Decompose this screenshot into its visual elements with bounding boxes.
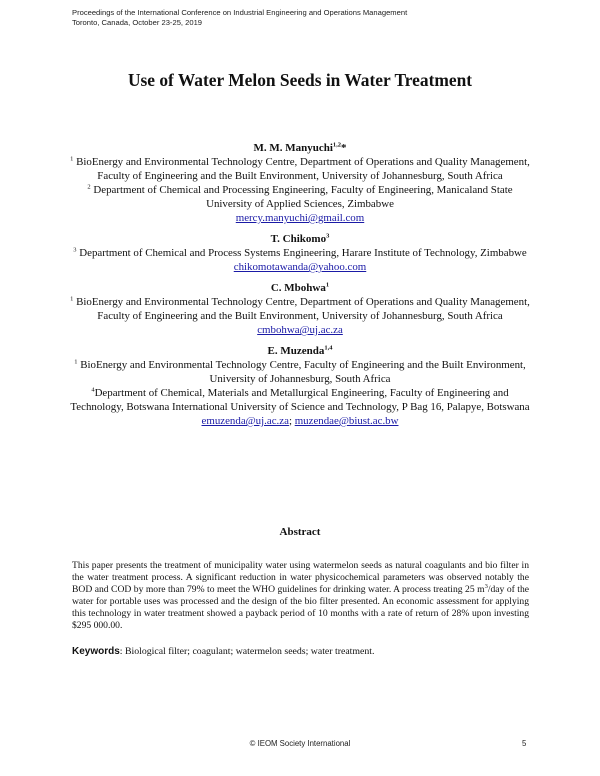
author-name: T. Chikomo$^3$: [270, 232, 330, 245]
author-email-link[interactable]: cmbohwa@uj.ac.za: [257, 324, 343, 336]
paper-title: Use of Water Melon Seeds in Water Treatment: [127, 70, 473, 90]
author-email-link[interactable]: mercy.manyuchi@gmail.com: [235, 212, 365, 224]
author-email-line: [70, 414, 530, 428]
author-email-line: [70, 323, 530, 337]
running-header: [72, 8, 407, 28]
affiliation: $^4$Department of Chemical, Materials and Metallurgical Engineering, Faculty of Engineering and Technology, Botswana International University of Science and Technology, P Bag 16, Palapye, Botswana: [70, 386, 530, 413]
author-name: C. Mbohwa$^1$: [270, 281, 330, 294]
email-separator: ;: [288, 415, 295, 427]
keywords-line: [72, 646, 529, 657]
affiliation: $^2$ Department of Chemical and Processing Engineering, Faculty of Engineering, Manicaland State University of Applied Sciences, Zimbabwe: [87, 183, 513, 210]
author-email-link[interactable]: muzendae@biust.ac.bw: [294, 415, 399, 427]
affiliation: $^1$ BioEnergy and Environmental Technology Centre, Department of Operations and Quality Management, Faculty of Engineering and the Built Environment, University of Johannesburg, South Africa: [70, 295, 530, 322]
keywords-text: : Biological filter; coagulant; watermelon seeds; water treatment.: [119, 646, 375, 657]
author-block: [70, 141, 530, 428]
author-email-link[interactable]: emuzenda@uj.ac.za: [201, 415, 289, 427]
author-name: E. Muzenda$^{1,4}$: [267, 344, 333, 357]
footer-copyright: © IEOM Society International: [249, 739, 351, 748]
affiliation: $^1$ BioEnergy and Environmental Technology Centre, Department of Operations and Quality Management, Faculty of Engineering and the Built Environment, University of Johannesburg, South Africa: [70, 155, 530, 182]
page-number: 5: [522, 739, 527, 748]
header-location-line: Toronto, Canada, October 23-25, 2019: [72, 17, 203, 27]
author-email-link[interactable]: chikomotawanda@yahoo.com: [233, 261, 367, 273]
author-email-line: [70, 211, 530, 225]
author-name: M. M. Manyuchi$^{1,2}$*: [253, 141, 347, 154]
affiliation: $^3$ Department of Chemical and Process Systems Engineering, Harare Institute of Technology, Zimbabwe: [73, 246, 527, 259]
abstract-heading: Abstract: [279, 526, 321, 538]
abstract-body: This paper presents the treatment of municipality water using watermelon seeds as natural coagulants and bio filter in the water treatment process. A significant reduction in water physicochemical parameters was observed notably the BOD and COD by more than 79% to meet the WHO guidelines for drinking water. A process treating 25 $m^3$/day of the water for portable uses was processed and the design of the bio filter presented. An economic assessment for applying this technology in water treatment showed a payback period of 10 months with a rate of return of 28% upon investing $295 000.00.: [72, 560, 529, 632]
header-conference-line: Proceedings of the International Conference on Industrial Engineering and Operations Management: [72, 8, 408, 17]
author-email-line: [70, 260, 530, 274]
affiliation: $^1$ BioEnergy and Environmental Technology Centre, Faculty of Engineering and the Built Environment, University of Johannesburg, South Africa: [74, 358, 526, 385]
keywords-label: Keywords: [72, 646, 120, 657]
